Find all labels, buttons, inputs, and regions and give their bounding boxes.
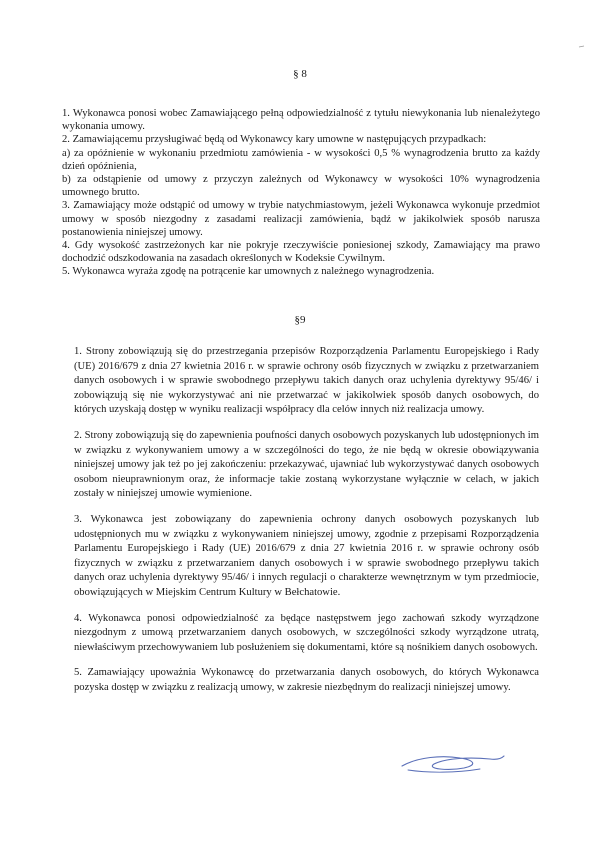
section-9-item-5: 5. Zamawiający upoważnia Wykonawcę do przetwarzania danych osobowych, do których Wykonawca pozyska dostęp w związku z realizacją umowy, w zakresie niezbędnym do realizacji niniejszej umowy. <box>74 667 539 693</box>
section-9-body <box>74 345 539 706</box>
section-8-item-5: 5. Wykonawca wyraża zgodę na potrącenie kar umownych z należnego wynagrodzenia. <box>62 266 435 278</box>
section-8-item-1: 1. Wykonawca ponosi wobec Zamawiającego pełną odpowiedzialność z tytułu niewykonania lub nienależytego wykonania umowy. <box>62 108 540 133</box>
margin-mark <box>578 44 586 49</box>
section-8-item-4: 4. Gdy wysokość zastrzeżonych kar nie pokryje rzeczywiście poniesionej szkody, Zamawiający ma prawo dochodzić odszkodowania na zasadach określonych w Kodeksie Cywilnym. <box>62 240 540 265</box>
section-9-item-2: 2. Strony zobowiązują się do zapewnienia poufności danych osobowych pozyskanych lub udostępnionych im w związku z wykonywaniem umowy a w szczególności do tego, że nie będą w okresie obowiązywania niniejszej umowy jak też po jej zakończeniu: przekazywać, ujawniać lub wykorzystywać danych osobowych osobom nieuprawnionym oraz, że informacje takie zostaną wykorzystane wyłącznie w celach, w jakich zostały w niniejszej umowie wymienione. <box>74 429 539 500</box>
section-8-item-2a: a) za opóźnienie w wykonaniu przedmiotu zamówienia - w wysokości 0,5 % wynagrodzenia brutto za każdy dzień opóźnienia, <box>62 147 540 172</box>
section-8-item-2b: b) za odstąpienie od umowy z przyczyn zależnych od Wykonawcy w wysokości 10% wynagrodzenia umownego brutto. <box>62 174 540 199</box>
section-9-heading: §9 <box>294 314 306 326</box>
section-8-item-3: 3. Zamawiający może odstąpić od umowy w trybie natychmiastowym, jeżeli Wykonawca wykonuje przedmiot umowy w sposób niezgodny z zasadami realizacji zamówienia, bądź w jakikolwiek sposób narusza postanowienia niniejszej umowy. <box>62 200 540 238</box>
section-8-heading: § 8 <box>293 68 307 80</box>
signature-scribble <box>398 748 508 778</box>
section-9-item-1: 1. Strony zobowiązują się do przestrzegania przepisów Rozporządzenia Parlamentu Europejskiego i Rady (UE) 2016/679 z dnia 27 kwietnia 2016 r. w sprawie ochrony osób fizycznych w związku z przetwarzaniem danych osobowych i w sprawie swobodnego przepływu takich danych oraz uchylenia dyrektywy 95/46/ i zobowiązują się nie wykorzystywać ani nie przetwarzać w jakikolwiek sposób danych osobowych, do których uzyskają dostęp w wyniku realizacji współpracy dla celów innych niż realizacja umowy. <box>74 346 539 416</box>
section-9-item-4: 4. Wykonawca ponosi odpowiedzialność za będące następstwem jego zachowań szkody wyrządzone niezgodnym z umową przetwarzaniem danych osobowych, w szczególności szkody wyrządzone utratą, niewłaściwym przechowywaniem lub posłużeniem się dokumentami, które są nośnikiem danych osobowych. <box>74 612 539 653</box>
section-9-item-3: 3. Wykonawca jest zobowiązany do zapewnienia ochrony danych osobowych pozyskanych lub udostępnionych mu w związku z wykonywaniem niniejszej umowy, zgodnie z przepisami Rozporządzenia Parlamentu Europejskiego i Rady (UE) 2016/679 z dnia 27 kwietnia 2016 r. w sprawie ochrony osób fizycznych w związku z przetwarzaniem danych osobowych i w sprawie swobodnego przepływu takich danych oraz uchylenia dyrektywy 95/46/ i innych regulacji o charakterze wewnętrznym w tym przedmiocie, obowiązujących w Miejskim Centrum Kultury w Bełchatowie. <box>74 513 539 598</box>
section-8-item-2: 2. Zamawiającemu przysługiwać będą od Wykonawcy kary umowne w następujących przypadkach: <box>62 134 487 146</box>
section-8-body <box>62 107 540 279</box>
